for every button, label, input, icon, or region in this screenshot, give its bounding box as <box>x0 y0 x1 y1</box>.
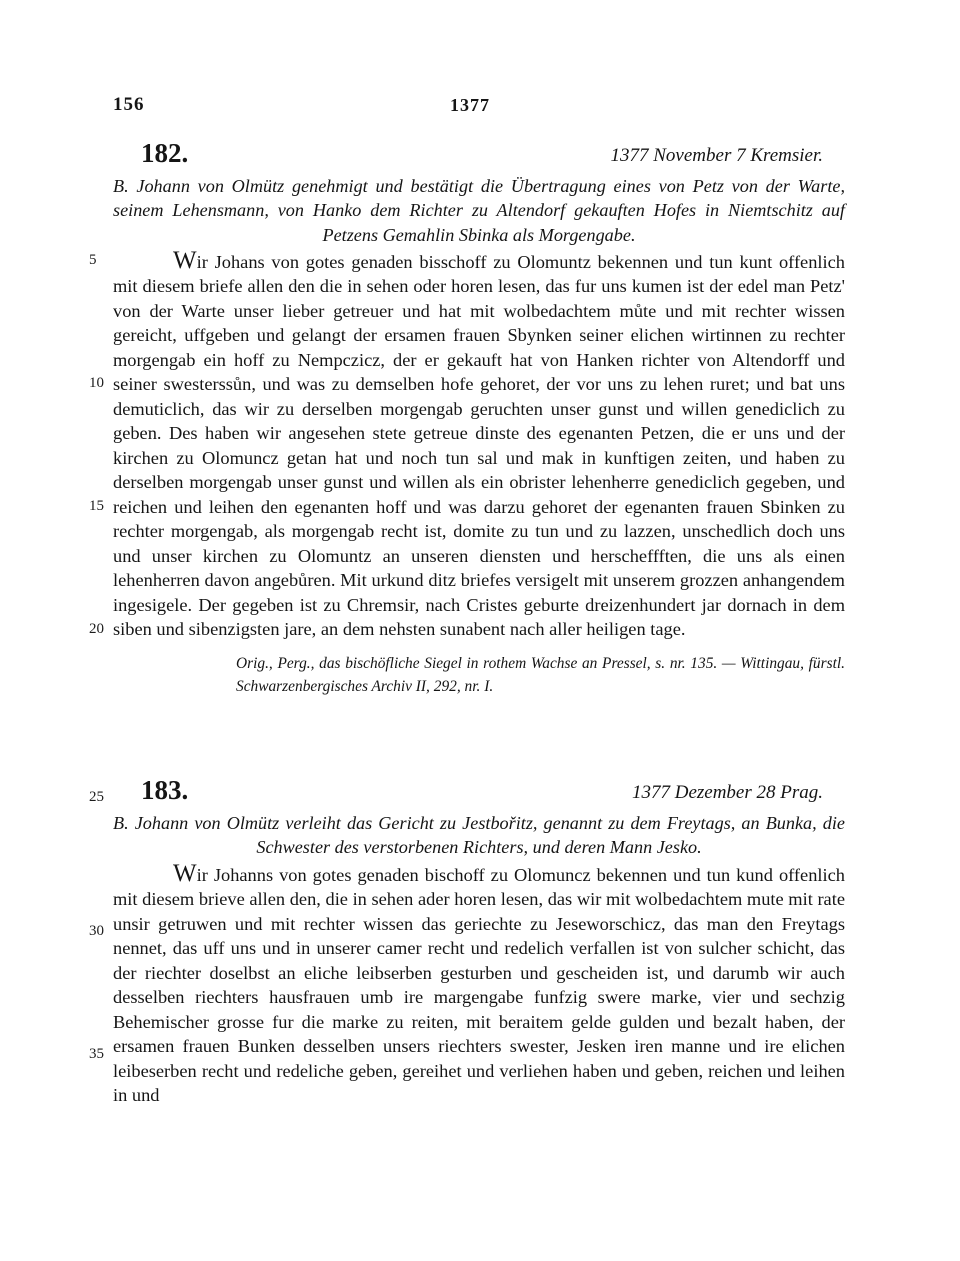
page-number: 156 <box>113 94 145 115</box>
entry-number: 182. <box>141 138 189 168</box>
entry-body-text <box>113 859 845 1108</box>
entry-regest: B. Johann von Olmütz verleiht das Gericht zu Jestbořitz, genannt zu dem Freytags, an Bunka, die Schwester des verstorbenen Richters, und deren Mann Jesko. <box>113 813 845 858</box>
entry-text: ir Johans von gotes genaden bisschoff zu Olomuntz bekennen und tun kunt offenlich mit diesem briefe allen den die in sehen oder horen lesen, das fur uns kumen ist der edel man Petz' von der Warte unser lieber getreuer und hat mit wolbedachtem můte und mit rechter wissen gereicht, uffgeben und gelangt der ersamen frauen Sbynken seiner elichen wirtinnen zu rechter morgengab ein hoff zu Nempczicz, der er gekauft hat von Hanken richter von Altendorff und seiner swesterssůn, und was zu demselben hofe gehoret, der vor uns zu lehen ruret; und bat uns demuticlich, das wir zu derselben morgengab geruchten unser gunst und willen genediclich zu geben. Des haben wir angesehen stete getreue dinste des egenanten Petzen, die er uns und der kirchen zu Olomuncz getan hat und noch tun sal und mak in kunftigen zeiten, und haben zu derselben morgengab unser gunst und willen als ein obrister lehenherre genediclich gegeben, und reichen und leihen den egenanten hoff und was darzu gehoret der egenanten frauen Sbinken zu rechter morgengab, als morgengab recht ist, domite zu tun und zu lazzen, unschedlich doch uns und unser kirchen zu Olomuntz an unseren diensten und herscheffften, die uns als einen lehenherren davon angebůren. Mit urkund ditz briefes versigelt mit unserem grozzen anhangendem ingesigele. Der gegeben ist zu Chremsir, nach Cristes geburte dreizenhundert jar dornach in dem siben und sibenzigsten jare, an dem nehsten sunabent nach aller heiligen tage. <box>113 251 845 640</box>
line-number-5: 5 <box>89 252 97 268</box>
source-note: Orig., Perg., das bischöfliche Siegel in rothem Wachse an Pressel, s. nr. 135. — Wittingau, fürstl. Schwarzenbergisches Archiv II, 292, nr. I. <box>236 654 845 695</box>
line-number-15: 15 <box>89 498 104 514</box>
entry-header <box>113 138 845 174</box>
document-entry-183 <box>113 775 845 1108</box>
entry-regest: B. Johann von Olmütz genehmigt und bestätigt die Übertragung eines von Petz von der Warte, seinem Lehensmann, von Hanko dem Richter zu Altendorf gekauften Hofes in Niemtschitz auf Petzens Gemahlin Sbinka als Morgengabe. <box>113 176 845 245</box>
entry-header <box>113 775 845 811</box>
line-number-30: 30 <box>89 923 104 939</box>
entry-body-text <box>113 246 845 642</box>
initial-letter: W <box>173 859 197 887</box>
document-entry-182 <box>113 138 845 698</box>
line-number-20: 20 <box>89 621 104 637</box>
running-head: 1377 <box>450 95 490 115</box>
line-number-10: 10 <box>89 375 104 391</box>
entry-date: 1377 Dezember 28 Prag. <box>631 782 823 803</box>
entry-number: 183. <box>141 775 189 805</box>
entry-text: ir Johanns von gotes genaden bischoff zu Olomuncz bekennen und tun kund offenlich mit diesem brieve allen den, die in sehen ader horen lesen, das wir mit wolbedachtem mute mit rate unsir getruwen und mit rechter wissen das geriechte zu Jeseworschicz, das man den Freytags nennet, das uff uns und in unserer camer recht und redelich verfallen ist von sulcher schicht, das der riechter doselbst an eliche leibserben gesturben und gescheiden ist, und darumb wir auch desselben riechters hausfrauen umb ire margengabe funfzig swere marke, vier und sechzig Behemischer grosse fur die marke zu reiten, mit beraitem gelde gulden und bezalt haben, der ersamen frauen Bunken desselben unsers riechters swester, Jesken iren manne und ire elichen leibeserben recht und redeliche geben, gereihet und verliehen haben und geben, reichen und leihen in und <box>113 864 845 1106</box>
line-number-25: 25 <box>89 789 104 805</box>
entry-date: 1377 November 7 Kremsier. <box>610 145 823 166</box>
line-number-35: 35 <box>89 1046 104 1062</box>
initial-letter: W <box>173 246 197 274</box>
